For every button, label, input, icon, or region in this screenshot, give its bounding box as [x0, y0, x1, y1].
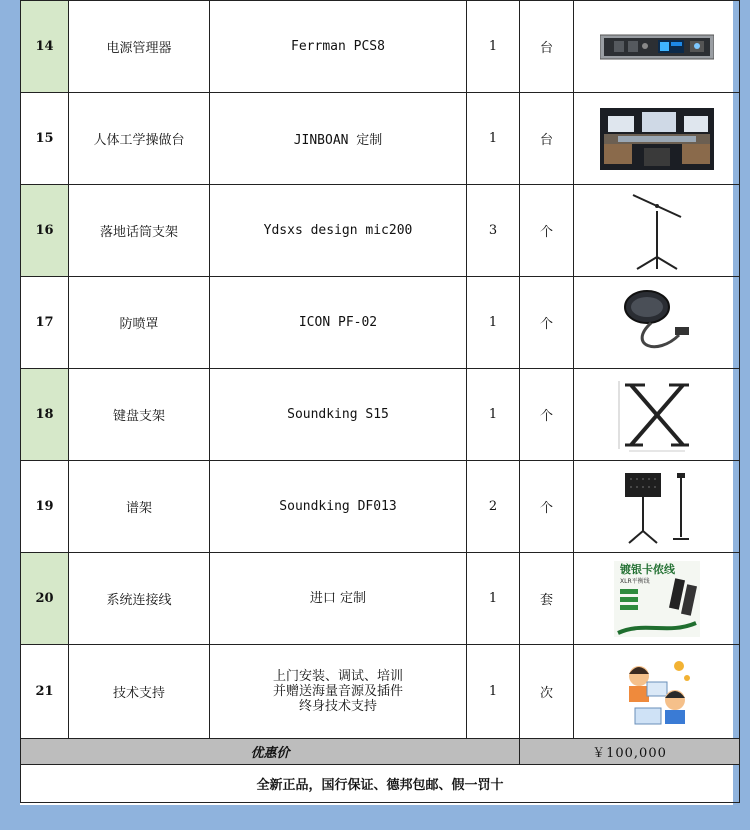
item-unit: 套	[520, 553, 574, 645]
item-name: 技术支持	[69, 645, 210, 739]
item-picture	[574, 185, 740, 277]
total-row	[21, 739, 740, 765]
row-number: 21	[21, 645, 69, 739]
item-model: 进口 定制	[210, 553, 467, 645]
item-unit: 个	[520, 461, 574, 553]
item-model	[210, 645, 467, 739]
row-number: 19	[21, 461, 69, 553]
table-row	[21, 185, 740, 277]
row-number: 17	[21, 277, 69, 369]
guarantee-note: 全新正品，国行保证、德邦包邮、假一罚十	[21, 765, 740, 803]
mic-stand-icon	[627, 191, 687, 271]
item-picture	[574, 461, 740, 553]
row-number: 20	[21, 553, 69, 645]
keyboard-stand-icon	[617, 377, 697, 453]
xlr-cable-icon	[614, 561, 700, 637]
item-unit: 台	[520, 93, 574, 185]
table-row	[21, 277, 740, 369]
item-name: 系统连接线	[69, 553, 210, 645]
footer-row	[21, 765, 740, 803]
item-name: 键盘支架	[69, 369, 210, 461]
table-row	[21, 461, 740, 553]
item-unit: 个	[520, 185, 574, 277]
item-qty: 1	[467, 369, 520, 461]
item-name: 谱架	[69, 461, 210, 553]
item-qty: 2	[467, 461, 520, 553]
item-name: 防喷罩	[69, 277, 210, 369]
item-qty: 1	[467, 553, 520, 645]
item-picture	[574, 1, 740, 93]
row-number: 14	[21, 1, 69, 93]
power-conditioner-icon	[600, 31, 714, 63]
table-row	[21, 369, 740, 461]
item-picture	[574, 277, 740, 369]
row-number: 18	[21, 369, 69, 461]
item-name: 电源管理器	[69, 1, 210, 93]
item-unit: 个	[520, 277, 574, 369]
table-row	[21, 645, 740, 739]
tech-support-icon	[617, 654, 697, 730]
item-unit: 台	[520, 1, 574, 93]
item-model: Soundking S15	[210, 369, 467, 461]
table-row	[21, 93, 740, 185]
item-qty: 1	[467, 93, 520, 185]
item-picture	[574, 553, 740, 645]
item-model: Soundking DF013	[210, 461, 467, 553]
pic-subtitle: XLR平衡线	[619, 577, 650, 585]
model-line: 终身技术支持	[298, 699, 377, 714]
table-row	[21, 553, 740, 645]
promo-price-label: 优惠价	[21, 739, 520, 765]
row-number: 15	[21, 93, 69, 185]
item-name: 落地话筒支架	[69, 185, 210, 277]
pic-title: 镀银卡侬线	[619, 562, 675, 576]
item-model: Ferrman PCS8	[210, 1, 467, 93]
item-picture	[574, 645, 740, 739]
pop-filter-icon	[617, 287, 697, 359]
item-unit: 个	[520, 369, 574, 461]
item-qty: 1	[467, 645, 520, 739]
table-row	[21, 1, 740, 93]
item-qty: 3	[467, 185, 520, 277]
quote-table	[20, 0, 740, 803]
studio-desk-icon	[600, 108, 714, 170]
model-line: 并赠送海量音源及插件	[272, 684, 403, 699]
promo-price-value: ￥100,000	[520, 739, 740, 765]
item-model: Ydsxs design mic200	[210, 185, 467, 277]
item-qty: 1	[467, 1, 520, 93]
item-qty: 1	[467, 277, 520, 369]
item-picture	[574, 93, 740, 185]
music-stand-icon	[617, 467, 697, 547]
item-name: 人体工学操做台	[69, 93, 210, 185]
item-model: JINBOAN 定制	[210, 93, 467, 185]
row-number: 16	[21, 185, 69, 277]
item-model: ICON PF-02	[210, 277, 467, 369]
item-picture	[574, 369, 740, 461]
item-unit: 次	[520, 645, 574, 739]
model-line: 上门安装、调试、培训	[272, 669, 403, 684]
